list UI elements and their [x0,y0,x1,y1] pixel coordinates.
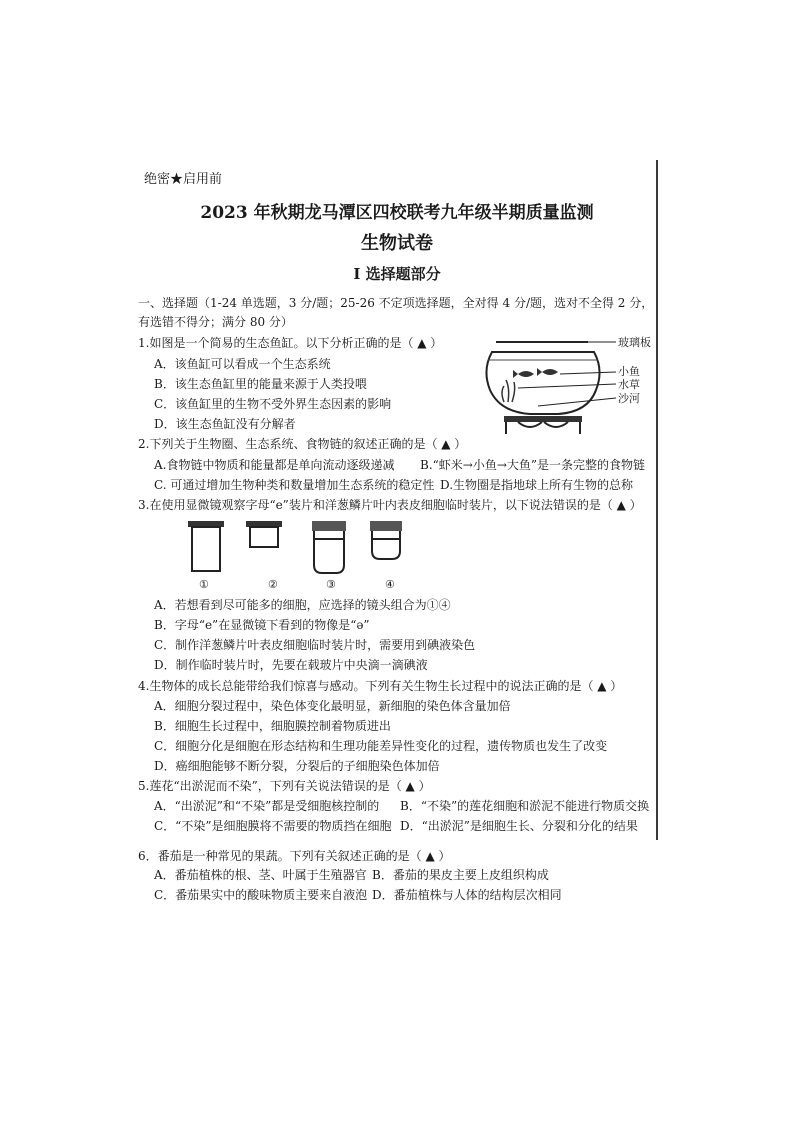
lens-label-1: ① [199,578,209,591]
q4-stem: 4.生物体的成长总能带给我们惊喜与感动。下列有关生物生长过程中的说法正确的是（ ▲ ） [138,679,623,693]
exam-title: 2023 年秋期龙马潭区四校联考九年级半期质量监测 [200,203,594,223]
lens-label-3: ③ [326,578,336,591]
q6-stem: 6．番茄是一种常见的果蔬。下列有关叙述正确的是（ ▲ ） [138,849,451,863]
figure-label-waterweed: 水草 [618,378,640,391]
q4-option-b: B．细胞生长过程中，细胞膜控制着物质进出 [154,719,391,733]
q2-option-d: D.生物圈是指地球上所有生物的总称 [440,478,634,492]
q4-option-d: D．癌细胞能够不断分裂，分裂后的子细胞染色体加倍 [154,759,440,773]
q5-stem: 5.莲花“出淤泥而不染”，下列有关说法错误的是（ ▲ ） [138,779,431,793]
q3-option-d: D．制作临时装片时，先要在载玻片中央滴一滴碘液 [154,658,428,672]
q4-option-c: C．细胞分化是细胞在形态结构和生理功能差异性变化的过程，遗传物质也发生了改变 [154,739,608,753]
q6-option-d: D．番茄植株与人体的结构层次相同 [372,888,562,902]
q2-stem: 2.下列关于生物圈、生态系统、食物链的叙述正确的是（ ▲ ） [138,437,467,451]
q1-option-c: C．该鱼缸里的生物不受外界生态因素的影响 [154,397,392,411]
microscope-lens-figure [180,515,420,581]
confidential-mark: 绝密★启用前 [144,172,223,187]
q2-option-c: C. 可通过增加生物种类和数量增加生态系统的稳定性 [154,478,435,492]
q1-option-b: B．该生态鱼缸里的能量来源于人类投喂 [154,377,367,391]
q5-option-a: A．“出淤泥”和“不染”都是受细胞核控制的 [154,799,380,813]
q2-option-b: B.“虾米→小鱼→大鱼”是一条完整的食物链 [420,458,646,472]
q4-option-a: A．细胞分裂过程中，染色体变化最明显，新细胞的染色体含量加倍 [154,699,511,713]
q1-stem: 1.如图是一个简易的生态鱼缸。以下分析正确的是（ ▲ ） [138,336,443,350]
q6-option-c: C．番茄果实中的酸味物质主要来自液泡 [154,888,368,902]
page-margin-rule [656,160,658,840]
q1-option-a: A．该鱼缸可以看成一个生态系统 [154,357,331,371]
q5-option-d: D．“出淤泥”是细胞生长、分裂和分化的结果 [400,819,638,833]
lens-label-4: ④ [385,578,395,591]
section-instructions-line1: 一、选择题（1-24 单选题，3 分/题；25-26 不定项选择题，全对得 4 分/题，选对不全得 2 分， [138,296,654,310]
subject-title: 生物试卷 [361,233,433,254]
q6-option-a: A．番茄植株的根、茎、叶属于生殖器官 [154,868,367,882]
q3-option-b: B．字母“e”在显微镜下看到的物像是“ә” [154,618,370,632]
q5-option-c: C．“不染”是细胞膜将不需要的物质挡在细胞 [154,819,392,833]
q6-option-b: B．番茄的果皮主要上皮组织构成 [372,868,549,882]
figure-label-sand: 沙河 [618,392,640,405]
figure-label-glass: 玻璃板 [618,336,651,349]
q1-option-d: D．该生态鱼缸没有分解者 [154,417,296,431]
q3-stem: 3.在使用显微镜观察字母“e”装片和洋葱鳞片叶内表皮细胞临时装片，以下说法错误的是（ ▲ ） [138,498,642,512]
q3-option-a: A．若想看到尽可能多的细胞，应选择的镜头组合为①④ [154,598,451,612]
q3-option-c: C．制作洋葱鳞片叶表皮细胞临时装片时，需要用到碘液染色 [154,638,476,652]
part-title: I 选择题部分 [353,265,441,283]
q2-option-a: A.食物链中物质和能量都是单向流动逐级递减 [154,458,395,472]
q5-option-b: B．“不染”的莲花细胞和淤泥不能进行物质交换 [400,799,650,813]
figure-label-fish: 小鱼 [618,365,640,378]
lens-label-2: ② [268,578,278,591]
section-instructions-line2: 有选错不得分；满分 80 分） [138,315,293,329]
